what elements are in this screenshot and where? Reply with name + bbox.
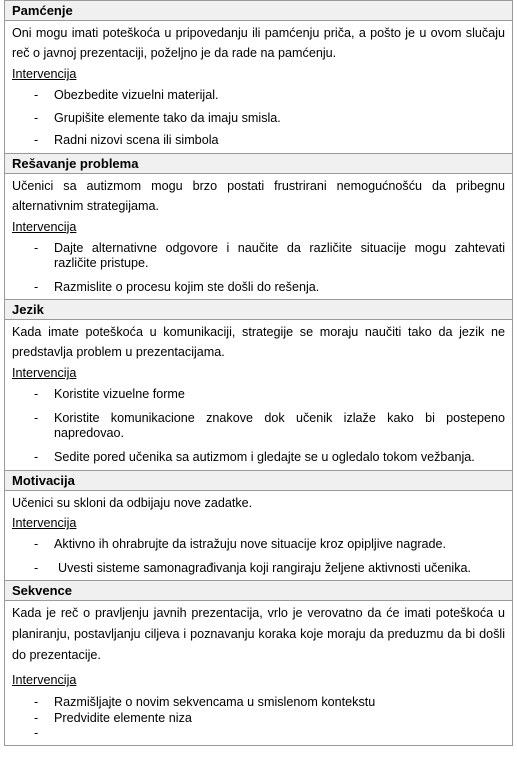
list-item-text: Predvidite elemente niza [54, 710, 192, 725]
document-table [4, 0, 513, 746]
list-item [12, 695, 505, 711]
dash-bullet: - [34, 410, 39, 425]
list-item [12, 387, 505, 403]
list-item [12, 111, 505, 127]
dash-bullet: - [34, 240, 39, 255]
section-description: Oni mogu imati poteškoća u pripovedanju ili pamćenju priča, a pošto je u ovom slučaju reč o javnoj prezentaciji, poželjno je da rade na pamćenju. [12, 26, 505, 60]
dash-bullet: - [34, 695, 39, 709]
list-item [12, 280, 505, 296]
dash-bullet: - [34, 88, 39, 102]
list-item [12, 88, 505, 104]
list-item [12, 241, 505, 272]
section-pamcenje [4, 0, 513, 153]
interventions-list [12, 82, 505, 153]
list-item-text: Razmišljajte o novim sekvencama u smislenom kontekstu [54, 695, 376, 709]
dash-bullet: - [34, 387, 39, 401]
interventions-label: Intervencija [12, 673, 77, 687]
dash-bullet: - [34, 560, 39, 575]
section-title: Sekvence [5, 580, 512, 601]
list-item [12, 450, 505, 466]
section-description: Kada imate poteškoća u komunikaciji, strategije se moraju naučiti tako da jezik ne predstavlja problem u prezentacijama. [12, 325, 505, 359]
section-body [5, 21, 512, 153]
section-body [5, 491, 512, 580]
section-body [5, 320, 512, 470]
interventions-label: Intervencija [12, 219, 77, 234]
section-motivacija [4, 470, 513, 580]
section-title: Motivacija [5, 470, 512, 491]
dash-bullet: - [34, 726, 39, 740]
list-item-text: Radni nizovi scena ili simbola [54, 133, 219, 147]
interventions-list [12, 531, 505, 580]
list-item-text: Grupišite elemente tako da imaju smisla. [54, 110, 281, 125]
list-item-text: Uvesti sisteme samonagrađivanja koji rangiraju željene aktivnosti učenika. [58, 560, 471, 575]
list-item [12, 133, 505, 149]
dash-bullet: - [34, 710, 39, 725]
list-item [12, 411, 505, 442]
list-item [12, 561, 505, 577]
dash-bullet: - [34, 279, 39, 294]
interventions-label: Intervencija [12, 366, 77, 380]
dash-bullet: - [34, 537, 39, 551]
list-item-text: Obezbedite vizuelni materijal. [54, 88, 219, 102]
interventions-list [12, 688, 505, 745]
section-body [5, 601, 512, 745]
dash-bullet: - [34, 110, 39, 125]
section-title: Jezik [5, 299, 512, 320]
list-item-text: Koristite komunikacione znakove dok učenik izlaže kako bi postepeno napredovao. [54, 410, 505, 440]
section-title: Rešavanje problema [5, 153, 512, 174]
section-description: Učenici su skloni da odbijaju nove zadatke. [12, 496, 253, 510]
interventions-label: Intervencija [12, 516, 77, 530]
interventions-label: Intervencija [12, 67, 77, 81]
section-body [5, 174, 512, 300]
section-jezik [4, 299, 513, 470]
section-resavanje-problema [4, 153, 513, 300]
interventions-list [12, 235, 505, 300]
list-item-text: Koristite vizuelne forme [54, 387, 185, 401]
list-item-text: Razmislite o procesu kojim ste došli do rešenja. [54, 279, 320, 294]
section-description: Kada je reč o pravljenju javnih prezentacija, vrlo je verovatno da će imati poteškoća u planiranju, postavljanju ciljeva i poznavanju koraka koje moraju da preduzmu da bi došli do prezentacije. [12, 606, 505, 662]
list-item-text: Aktivno ih ohrabrujte da istražuju nove situacije kroz opipljive nagrade. [54, 537, 447, 551]
dash-bullet: - [34, 133, 39, 147]
interventions-list [12, 381, 505, 470]
section-description: Učenici sa autizmom mogu brzo postati frustrirani nemogućnošću da pribegnu alternativnim strategijama. [12, 178, 505, 213]
section-sekvence [4, 580, 513, 746]
section-title: Pamćenje [5, 0, 512, 21]
list-item-text: Dajte alternativne odgovore i naučite da različite situacije mogu zahtevati različite pristupe. [54, 240, 505, 270]
list-item-text: Sedite pored učenika sa autizmom i gledajte se u ogledalo tokom vežbanja. [54, 449, 475, 464]
list-item [12, 537, 505, 553]
list-item [12, 711, 505, 727]
list-item [12, 726, 505, 742]
dash-bullet: - [34, 449, 39, 464]
